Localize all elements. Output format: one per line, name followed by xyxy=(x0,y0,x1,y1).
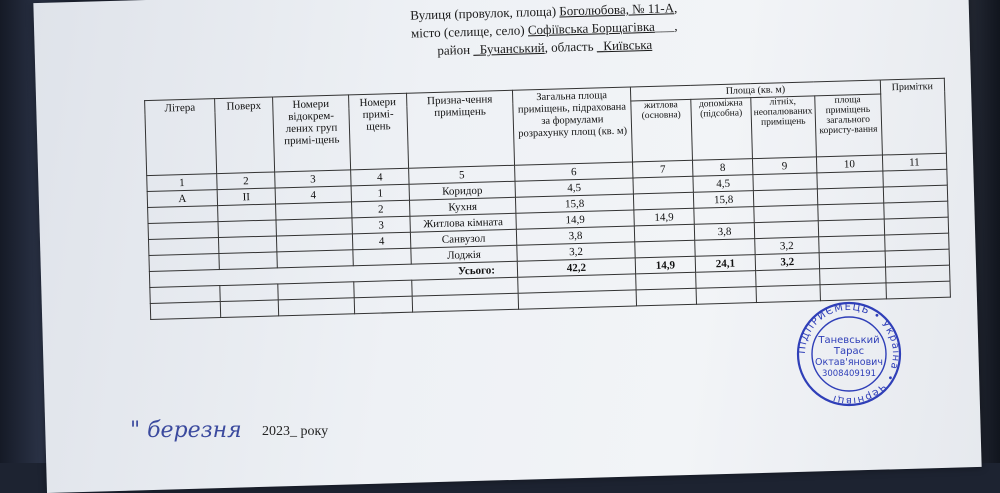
col-header-groups: Номери відокрем-лених груп примі-щень xyxy=(273,95,351,172)
col-number: 9 xyxy=(752,157,816,175)
cell-purpose: Санвузол xyxy=(410,229,516,248)
cell-notes xyxy=(884,217,948,235)
cell-aux: 15,8 xyxy=(693,191,753,209)
city-value: Софіївська Борщагівка xyxy=(527,18,655,38)
cell-purpose: Коридор xyxy=(409,181,515,200)
cell-litera xyxy=(148,206,218,224)
city-label: місто (селище, село) xyxy=(410,22,525,41)
total-label: Усього: xyxy=(149,261,517,287)
col-header-total-area: Загальна площа приміщень, підрахована за формулами розрахунку площ (кв. м) xyxy=(512,87,632,165)
street-value: Боголюбова, № 11-А xyxy=(559,0,675,19)
cell-aux: 3,8 xyxy=(694,223,754,241)
col-number: 10 xyxy=(816,155,882,173)
col-header-rooms: Номери примі-щень xyxy=(349,93,409,170)
total-summer: 3,2 xyxy=(755,253,819,271)
stamp-name-3: Октав'янович xyxy=(815,357,883,368)
cell-summer xyxy=(753,173,817,191)
cell-notes xyxy=(883,185,947,203)
cell-common xyxy=(817,171,883,189)
cell-litera: А xyxy=(147,190,217,208)
col-header-litera: Літера xyxy=(145,99,217,176)
cell-common xyxy=(818,235,884,253)
cell-total: 3,2 xyxy=(517,242,635,261)
col-number: 11 xyxy=(882,153,946,171)
cell-aux xyxy=(694,207,754,225)
cell-room: 1 xyxy=(351,184,409,202)
col-header-notes: Примітки xyxy=(880,78,946,155)
cell-notes xyxy=(884,201,948,219)
cell-total: 14,9 xyxy=(516,210,634,229)
col-header-auxiliary: допоміжна (підсобна) xyxy=(691,97,753,160)
cell-living xyxy=(633,176,693,194)
cell-floor xyxy=(219,252,277,270)
stamp-outer-text: ПІДПРИЄМЕЦЬ • Україна • Чернівці xyxy=(796,301,902,407)
street-suffix: , xyxy=(673,0,678,16)
col-header-common: площа приміщень загального користу-вання xyxy=(814,94,882,157)
region-value: _Київська xyxy=(596,36,653,54)
cell-common xyxy=(818,219,884,237)
col-header-purpose: Призна-чення приміщень xyxy=(407,90,515,168)
cell-summer: 3,2 xyxy=(755,237,819,255)
cell-living xyxy=(634,224,694,242)
cell-notes xyxy=(884,233,948,251)
col-number: 6 xyxy=(515,162,633,181)
total-notes xyxy=(885,249,949,267)
region-label: , область xyxy=(544,38,594,55)
cell-aux xyxy=(695,239,755,257)
col-header-summer: літніх, неопалюваних приміщень xyxy=(751,95,816,158)
handwritten-date: " березня xyxy=(130,418,242,443)
cell-floor xyxy=(218,236,276,254)
cell-litera xyxy=(148,238,218,256)
year-text: 2023_ року xyxy=(262,424,329,439)
col-number: 1 xyxy=(147,174,217,192)
col-header-floor: Поверх xyxy=(215,97,275,174)
cell-room: 2 xyxy=(352,200,410,218)
col-number: 5 xyxy=(409,165,515,184)
cell-total: 15,8 xyxy=(515,194,633,213)
street-label: Вулиця (провулок, площа) xyxy=(410,3,557,23)
cell-litera xyxy=(149,254,219,272)
cell-living xyxy=(635,240,695,258)
cell-floor xyxy=(218,204,276,222)
cell-common xyxy=(817,187,883,205)
cell-room: 3 xyxy=(352,216,410,234)
cell-living xyxy=(633,192,693,210)
col-number: 7 xyxy=(633,160,693,178)
city-suffix: ___, xyxy=(654,18,678,34)
cell-living: 14,9 xyxy=(634,208,694,226)
col-number: 8 xyxy=(692,159,752,177)
cell-notes xyxy=(883,169,947,187)
cell-floor: ІІ xyxy=(217,188,275,206)
rooms-table xyxy=(144,78,951,320)
col-number: 4 xyxy=(351,168,409,186)
cell-room: 4 xyxy=(352,232,410,250)
district-value: _Бучанський xyxy=(473,39,545,57)
cell-summer xyxy=(753,189,817,207)
stamp-name-2: Тарас xyxy=(833,346,865,357)
cell-aux: 4,5 xyxy=(693,175,753,193)
total-common xyxy=(819,251,885,269)
cell-floor xyxy=(218,220,276,238)
col-number: 2 xyxy=(217,172,275,190)
cell-purpose: Лоджія xyxy=(411,245,517,264)
cell-purpose: Кухня xyxy=(409,197,515,216)
cell-room xyxy=(353,248,411,266)
cell-purpose: Житлова кімната xyxy=(410,213,516,232)
stamp-name-1: Таневський xyxy=(818,335,880,346)
cell-summer xyxy=(754,205,818,223)
cell-common xyxy=(818,203,884,221)
cell-summer xyxy=(754,221,818,239)
col-header-living: житлова (основна) xyxy=(631,99,693,162)
cell-total: 4,5 xyxy=(515,178,633,197)
total-aux: 24,1 xyxy=(695,255,755,273)
total-area: 42,2 xyxy=(517,258,635,277)
col-header-area-group: Площа (кв. м) xyxy=(630,80,880,100)
cell-total: 3,8 xyxy=(516,226,634,245)
total-living: 14,9 xyxy=(635,256,695,274)
seal-stamp xyxy=(795,300,903,408)
district-label: район xyxy=(437,41,471,58)
cell-litera xyxy=(148,222,218,240)
stamp-code: 3008409191 xyxy=(821,369,877,379)
col-number: 3 xyxy=(275,170,351,188)
cell-group: 4 xyxy=(275,186,351,204)
